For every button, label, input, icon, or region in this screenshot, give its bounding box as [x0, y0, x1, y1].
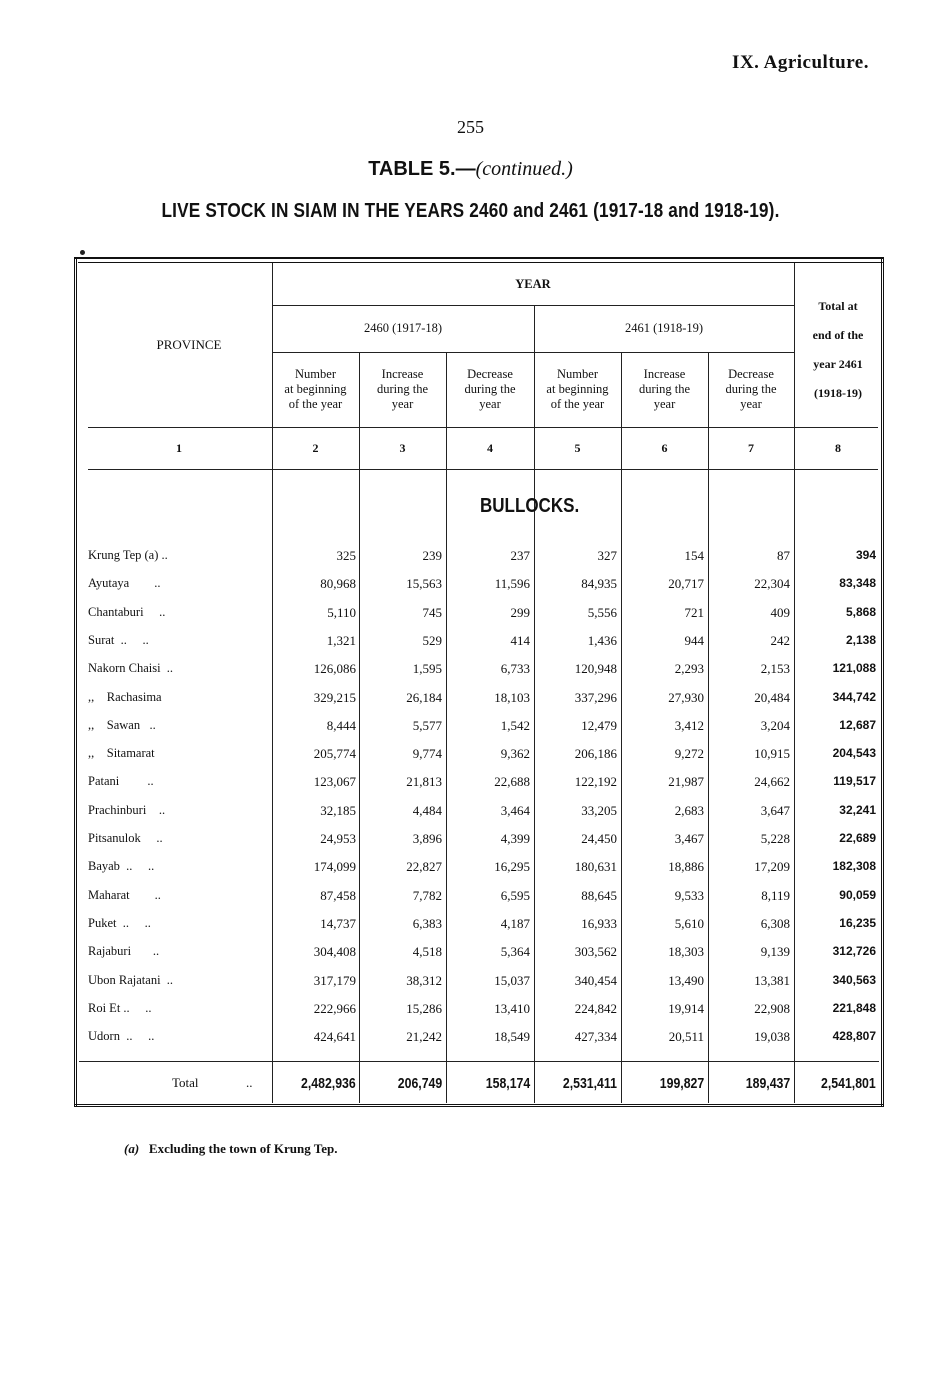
value-cell: 32,241 [839, 802, 876, 817]
province-cell: Udorn .. .. [88, 1029, 155, 1044]
value-cell: 16,933 [581, 915, 617, 931]
colnum-bottom-rule [88, 469, 878, 470]
value-cell: 19,914 [668, 1000, 704, 1016]
province-cell: Nakorn Chaisi .. [88, 661, 174, 676]
province-cell: Patani .. [88, 774, 154, 789]
value-cell: 18,549 [494, 1029, 530, 1045]
value-cell: 344,742 [832, 689, 876, 704]
value-cell: 6,383 [412, 915, 442, 931]
value-cell: 9,774 [412, 746, 442, 762]
province-cell: ,, Rachasima [88, 689, 162, 704]
table-row [74, 831, 884, 859]
colnum-5: 5 [574, 441, 581, 455]
value-cell: 340,454 [574, 972, 617, 988]
value-cell: 12,687 [839, 717, 876, 732]
province-cell: Bayab .. .. [88, 859, 155, 874]
value-cell: 88,645 [581, 887, 617, 903]
value-cell: 123,067 [313, 774, 356, 790]
subheader-increase-2: Increase during the year [638, 367, 691, 411]
value-cell: 11,596 [494, 576, 530, 592]
colnum-8: 8 [835, 441, 841, 455]
value-cell: 312,726 [832, 944, 876, 959]
value-cell: 22,689 [839, 831, 876, 845]
province-cell: Chantaburi .. [88, 604, 166, 619]
value-cell: 16,295 [494, 859, 530, 875]
subheader-number-2: Number at beginning of the year [546, 367, 609, 411]
value-cell: 18,103 [494, 689, 530, 705]
value-cell: 5,110 [327, 604, 356, 620]
value-cell: 3,896 [412, 831, 442, 846]
value-cell: 15,037 [494, 972, 530, 988]
value-cell: 1,595 [412, 661, 442, 677]
value-cell: 5,556 [587, 604, 617, 620]
total-row [74, 1069, 884, 1099]
total-cell: 206,749 [397, 1075, 442, 1092]
value-cell: 3,464 [500, 802, 530, 818]
table-row [74, 661, 884, 689]
colnum-3: 3 [399, 441, 406, 455]
section-label-bullocks: BULLOCKS. [480, 495, 580, 517]
province-header: PROVINCE [156, 337, 222, 352]
value-cell: 3,412 [674, 717, 704, 733]
page-number: 255 [457, 117, 484, 137]
value-cell: 9,139 [760, 944, 790, 960]
province-cell: ,, Sitamarat [88, 746, 155, 761]
table-row [74, 859, 884, 887]
table-row [74, 944, 884, 972]
value-cell: 13,490 [668, 972, 704, 988]
value-cell: 394 [855, 548, 876, 562]
total-cell: 199,827 [659, 1075, 704, 1092]
value-cell: 3,647 [760, 802, 790, 818]
total-cell: 189,437 [745, 1075, 790, 1092]
table-label-suffix: (continued.) [475, 158, 573, 180]
value-cell: 12,479 [581, 717, 617, 733]
value-cell: 944 [684, 632, 704, 648]
value-cell: 24,953 [320, 831, 356, 846]
province-cell: Surat .. .. [88, 632, 149, 647]
table-border-top-inner [78, 262, 884, 263]
value-cell: 4,399 [500, 831, 530, 846]
value-cell: 427,334 [574, 1029, 617, 1045]
value-cell: 237 [510, 548, 530, 563]
value-cell: 13,410 [494, 1000, 530, 1016]
value-cell: 182,308 [832, 859, 876, 874]
subheader-decrease-1: Decrease during the year [464, 367, 516, 411]
value-cell: 7,782 [412, 887, 442, 903]
table-row [74, 803, 884, 831]
table-row [74, 576, 884, 604]
footnote-text: Excluding the town of Krung Tep. [148, 1141, 338, 1156]
value-cell: 1,436 [587, 632, 617, 648]
total-leader-dots: .. [246, 1075, 253, 1090]
value-cell: 87 [777, 548, 790, 563]
year-header: YEAR [515, 277, 551, 291]
value-cell: 8,119 [761, 887, 790, 903]
value-cell: 327 [597, 548, 617, 563]
value-cell: 222,966 [313, 1000, 356, 1016]
value-cell: 26,184 [406, 689, 442, 705]
value-cell: 21,987 [668, 774, 704, 790]
value-cell: 22,908 [754, 1000, 790, 1016]
value-cell: 5,610 [674, 915, 704, 931]
table-row [74, 916, 884, 944]
value-cell: 122,192 [574, 774, 617, 790]
value-cell: 239 [422, 548, 442, 563]
province-cell: Maharat .. [88, 887, 161, 902]
value-cell: 1,542 [500, 717, 530, 733]
value-cell: 18,303 [668, 944, 704, 960]
value-cell: 83,348 [839, 576, 876, 591]
value-cell: 6,308 [760, 915, 790, 931]
subheader-decrease-2: Decrease during the year [725, 367, 777, 411]
subheader-number-1: Number at beginning of the year [284, 367, 347, 411]
value-cell: 5,228 [760, 831, 790, 846]
table-row [74, 774, 884, 802]
value-cell: 22,688 [494, 774, 530, 790]
value-cell: 409 [770, 604, 790, 620]
value-cell: 5,364 [500, 944, 530, 960]
table-border-bottom [74, 1101, 884, 1107]
footnote [124, 1141, 337, 1157]
table-title: LIVE STOCK IN SIAM IN THE YEARS 2460 and 2461 (1917-18 and 1918-19). [161, 200, 780, 222]
value-cell: 15,286 [406, 1000, 442, 1016]
colnum-7: 7 [748, 441, 754, 455]
value-cell: 38,312 [406, 972, 442, 988]
value-cell: 180,631 [574, 859, 617, 875]
value-cell: 299 [510, 604, 530, 620]
value-cell: 19,038 [754, 1029, 790, 1045]
colnum-6: 6 [661, 441, 668, 455]
value-cell: 206,186 [574, 746, 617, 762]
total-cell: 2,541,801 [821, 1075, 876, 1092]
colnum-2: 2 [312, 441, 319, 455]
value-cell: 4,518 [412, 944, 442, 960]
table-row [74, 548, 884, 576]
province-cell: Ayutaya .. [88, 576, 161, 591]
year-rule [272, 305, 794, 306]
value-cell: 242 [770, 632, 790, 648]
province-cell: Puket .. .. [88, 915, 151, 930]
value-cell: 80,968 [320, 576, 356, 592]
subyear-rule [272, 352, 794, 353]
value-cell: 24,662 [754, 774, 790, 790]
table-row [74, 1029, 884, 1057]
value-cell: 329,215 [313, 689, 356, 705]
value-cell: 303,562 [574, 944, 617, 960]
value-cell: 325 [336, 548, 356, 563]
province-cell: Rajaburi .. [88, 944, 160, 959]
value-cell: 18,886 [668, 859, 704, 875]
subheader-increase-1: Increase during the year [376, 367, 429, 411]
value-cell: 529 [422, 632, 442, 648]
value-cell: 13,381 [754, 972, 790, 988]
value-cell: 174,099 [313, 859, 356, 875]
value-cell: 20,484 [754, 689, 790, 705]
value-cell: 6,595 [500, 887, 530, 903]
value-cell: 5,577 [412, 717, 442, 733]
value-cell: 121,088 [832, 661, 876, 676]
value-cell: 6,733 [500, 661, 530, 677]
table-row [74, 973, 884, 1001]
value-cell: 4,484 [412, 802, 442, 818]
table-row [74, 888, 884, 916]
province-cell: ,, Sawan .. [88, 717, 156, 732]
value-cell: 17,209 [754, 859, 790, 875]
value-cell: 2,293 [674, 661, 704, 677]
value-cell: 126,086 [313, 661, 356, 677]
value-cell: 14,737 [320, 915, 356, 931]
province-cell: Roi Et .. .. [88, 1000, 152, 1015]
table-row [74, 1001, 884, 1029]
value-cell: 16,235 [839, 915, 876, 930]
value-cell: 428,807 [832, 1029, 876, 1044]
province-cell: Prachinburi .. [88, 802, 166, 817]
value-cell: 204,543 [832, 746, 876, 761]
value-cell: 27,930 [668, 689, 704, 705]
table-border-top [74, 257, 884, 259]
value-cell: 87,458 [320, 887, 356, 903]
value-cell: 224,842 [574, 1000, 617, 1016]
table-row [74, 633, 884, 661]
value-cell: 21,242 [406, 1029, 442, 1045]
value-cell: 10,915 [754, 746, 790, 762]
livestock-table [74, 257, 884, 1107]
value-cell: 24,450 [581, 831, 617, 846]
value-cell: 33,205 [581, 802, 617, 818]
value-cell: 205,774 [313, 746, 356, 762]
value-cell: 84,935 [581, 576, 617, 592]
footnote-mark: (a) [124, 1141, 140, 1156]
value-cell: 21,813 [406, 774, 442, 790]
value-cell: 20,717 [668, 576, 704, 592]
value-cell: 337,296 [574, 689, 617, 705]
value-cell: 20,511 [668, 1029, 704, 1045]
value-cell: 32,185 [320, 802, 356, 818]
print-speck [80, 250, 85, 255]
colnum-1: 1 [176, 441, 182, 455]
value-cell: 9,362 [500, 746, 530, 762]
year1-header: 2460 (1917-18) [363, 321, 443, 335]
total-end-header: Total at end of the year 2461 (1918-19) [812, 299, 864, 400]
value-cell: 90,059 [839, 887, 876, 902]
total-cell: 2,482,936 [301, 1075, 356, 1092]
value-cell: 154 [684, 548, 704, 563]
value-cell: 340,563 [832, 972, 876, 987]
value-cell: 721 [684, 604, 704, 620]
value-cell: 317,179 [313, 972, 356, 988]
total-top-rule [79, 1061, 879, 1062]
value-cell: 745 [422, 604, 442, 620]
value-cell: 4,187 [500, 915, 530, 931]
value-cell: 15,563 [406, 576, 442, 592]
colnum-4: 4 [487, 441, 493, 455]
section-heading: IX. Agriculture. [732, 52, 869, 73]
table-row [74, 746, 884, 774]
value-cell: 22,827 [406, 859, 442, 875]
value-cell: 119,517 [833, 774, 876, 789]
value-cell: 2,138 [845, 632, 876, 647]
table-row [74, 690, 884, 718]
value-cell: 304,408 [313, 944, 356, 960]
value-cell: 8,444 [326, 717, 356, 733]
table-label: TABLE 5.—(continued.) [368, 158, 573, 180]
province-cell: Pitsanulok .. [88, 831, 163, 845]
value-cell: 5,868 [845, 604, 876, 619]
table-row [74, 718, 884, 746]
province-cell: Ubon Rajatani .. [88, 972, 174, 987]
value-cell: 3,467 [674, 831, 704, 846]
table-row [74, 605, 884, 633]
value-cell: 9,533 [674, 887, 704, 903]
value-cell: 221,848 [832, 1000, 876, 1015]
header-bottom-rule [88, 427, 878, 428]
value-cell: 414 [510, 632, 530, 648]
year2-header: 2461 (1918-19) [624, 321, 704, 335]
value-cell: 2,153 [760, 661, 790, 677]
value-cell: 1,321 [326, 632, 356, 648]
value-cell: 9,272 [674, 746, 704, 762]
total-cell: 2,531,411 [562, 1075, 617, 1092]
value-cell: 22,304 [754, 576, 790, 592]
value-cell: 2,683 [674, 802, 704, 818]
value-cell: 120,948 [574, 661, 617, 677]
total-cell: 158,174 [485, 1075, 530, 1092]
value-cell: 3,204 [760, 717, 790, 733]
value-cell: 424,641 [313, 1029, 356, 1045]
total-label: Total [172, 1075, 199, 1090]
province-cell: Krung Tep (a) .. [88, 548, 168, 562]
